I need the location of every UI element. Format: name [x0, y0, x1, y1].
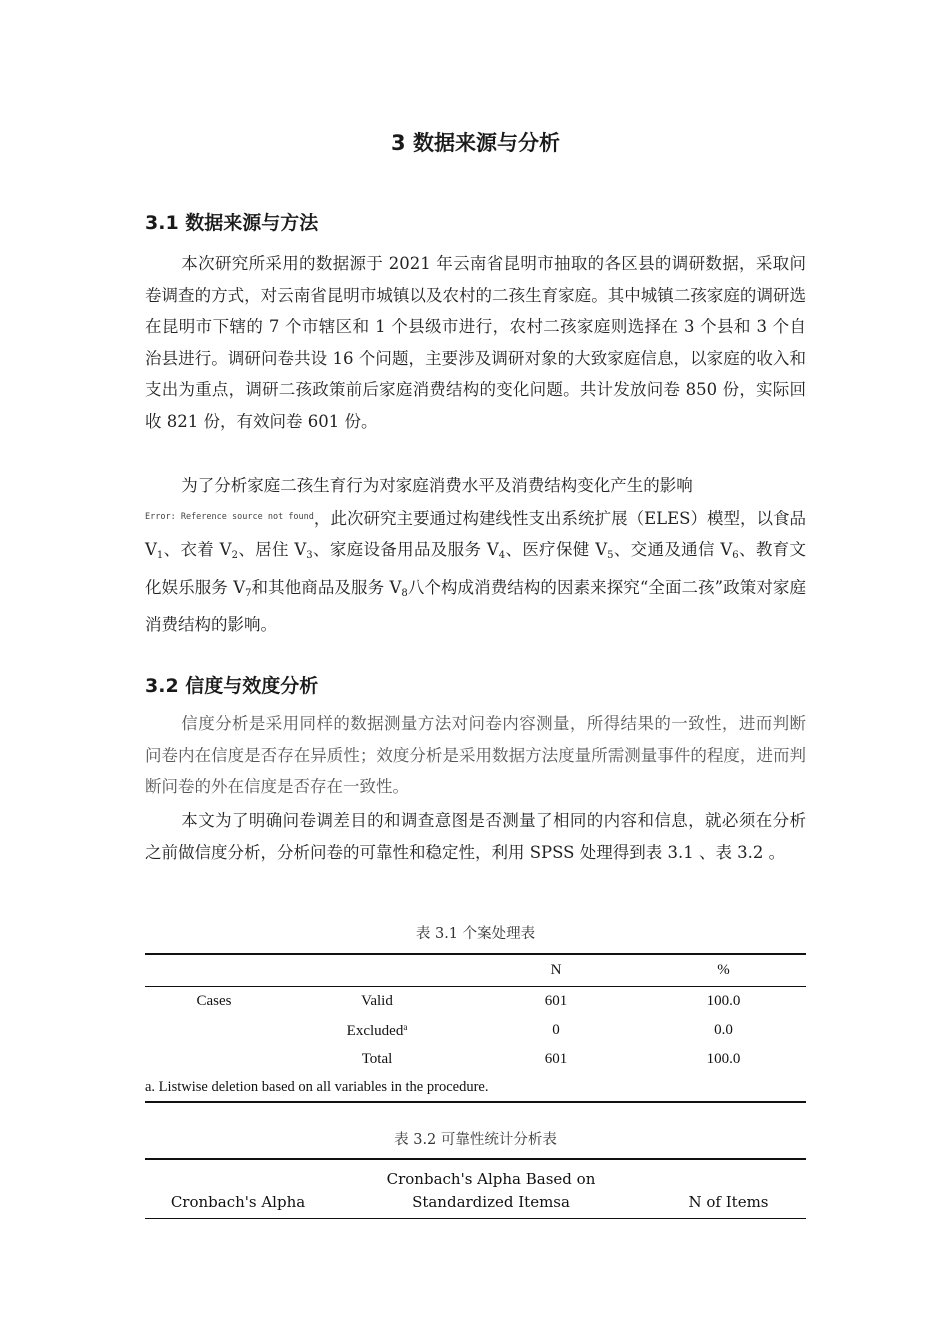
table-footnote-row [145, 1074, 806, 1102]
table-caption-3-1: 表 3.1 个案处理表 [415, 926, 536, 942]
subscript: 3 [306, 550, 313, 561]
reliability-statistics-table [145, 1158, 806, 1219]
header-cell [145, 954, 283, 987]
section-heading-3-2: 3.2 信度与效度分析 [145, 675, 319, 697]
cell-n: 0 [552, 1022, 560, 1038]
cell-n: 601 [544, 1051, 568, 1067]
section-heading-3-1: 3.1 数据来源与方法 [145, 212, 319, 234]
table-caption-3-2: 表 3.2 可靠性统计分析表 [394, 1132, 557, 1148]
header-cronbach-alpha: Cronbach's Alpha [170, 1193, 306, 1211]
paragraph-eles-model [145, 470, 806, 641]
row-label: Total [361, 1051, 393, 1067]
para-text: ，此次研究主要通过构建线性支出系统扩展（ELES）模型，以食品 V [145, 508, 806, 559]
subscript: 7 [245, 587, 252, 599]
empty-cell [145, 1045, 283, 1074]
chapter-title: 3 数据来源与分析 [391, 131, 560, 155]
header-line: Standardized Itemsa [412, 1193, 570, 1211]
subscript: 8 [401, 587, 408, 599]
cell-n: 601 [544, 993, 568, 1009]
para-text: 、医疗保健 V [505, 540, 608, 559]
header-line: Cronbach's Alpha Based on [386, 1170, 596, 1188]
table-header-row [145, 954, 806, 987]
header-n-of-items: N of Items [688, 1193, 769, 1211]
para-text: 和其他商品及服务 V [251, 577, 402, 597]
para-text: 八个构成消费结构的因素来探究“全面二孩”政策对家庭消费结构的影响。 [145, 577, 806, 634]
table-row [145, 1016, 806, 1045]
table-row [145, 987, 806, 1017]
row-label [283, 1016, 471, 1045]
para-text: 、衣着 V [163, 540, 232, 559]
paragraph-spss-analysis: 本文为了明确问卷调差目的和调查意图是否测量了相同的内容和信息，就必须在分析之前做信度分析，分析问卷的可靠性和稳定性，利用 SPSS 处理得到表 3.1 、表 3.2 。 [145, 811, 806, 862]
para-text: 、教育文化娱乐服务 V [145, 540, 806, 597]
row-label-text: Excluded [346, 1022, 404, 1039]
subscript: 1 [156, 550, 164, 561]
subscript: 4 [498, 550, 506, 561]
group-label: Cases [196, 993, 232, 1009]
paragraph-reliability-definition: 信度分析是采用同样的数据测量方法对问卷内容测量，所得结果的一致性，进而判断问卷内在信度是否存在异质性；效度分析是采用数据方法度量所需测量事件的程度，进而判断问卷的外在信度是否存在一致性。 [145, 714, 806, 796]
table-header-row [145, 1159, 806, 1219]
subscript: 2 [231, 550, 238, 561]
table-row [145, 1045, 806, 1074]
footnote-marker: a [403, 1021, 408, 1032]
para-text: 、居住 V [237, 540, 307, 559]
empty-cell [145, 1016, 283, 1045]
cell-percent: 100.0 [706, 1051, 741, 1067]
header-standardized-alpha [331, 1159, 651, 1219]
subscript: 6 [732, 550, 739, 561]
table-footnote: a. Listwise deletion based on all variables in the procedure. [145, 1079, 489, 1095]
para-text: 、交通及通信 V [613, 540, 733, 559]
header-cell-n: N [550, 962, 562, 978]
para-text: 为了分析家庭二孩生育行为对家庭消费水平及消费结构变化产生的影响 [181, 476, 693, 495]
case-processing-table [145, 953, 806, 1103]
para-text: 、家庭设备用品及服务 V [312, 540, 499, 559]
cell-percent: 0.0 [714, 1022, 733, 1038]
header-cell-percent: % [717, 962, 730, 978]
subscript: 5 [607, 550, 614, 561]
paragraph-data-source: 本次研究所采用的数据源于 2021 年云南省昆明市抽取的各区县的调研数据，采取问卷调查的方式，对云南省昆明市城镇以及农村的二孩生育家庭。其中城镇二孩家庭的调研选在昆明市下辖的 7 个市辖区和 1 个县级市进行，农村二孩家庭则选择在 3 个县和 3 个自治县进行。调研问卷共设 16 个问题，主要涉及调研对象的大致家庭信息，以家庭的收入和支出为重点，调研二孩政策前后家庭消费结构的变化问题。共计发放问卷 850 份，实际回收 821 份，有效问卷 601 份。 [145, 254, 806, 431]
row-label: Valid [361, 993, 393, 1009]
reference-error: Error: Reference source not found [145, 511, 314, 522]
header-cell [283, 954, 471, 987]
cell-percent: 100.0 [706, 993, 741, 1009]
